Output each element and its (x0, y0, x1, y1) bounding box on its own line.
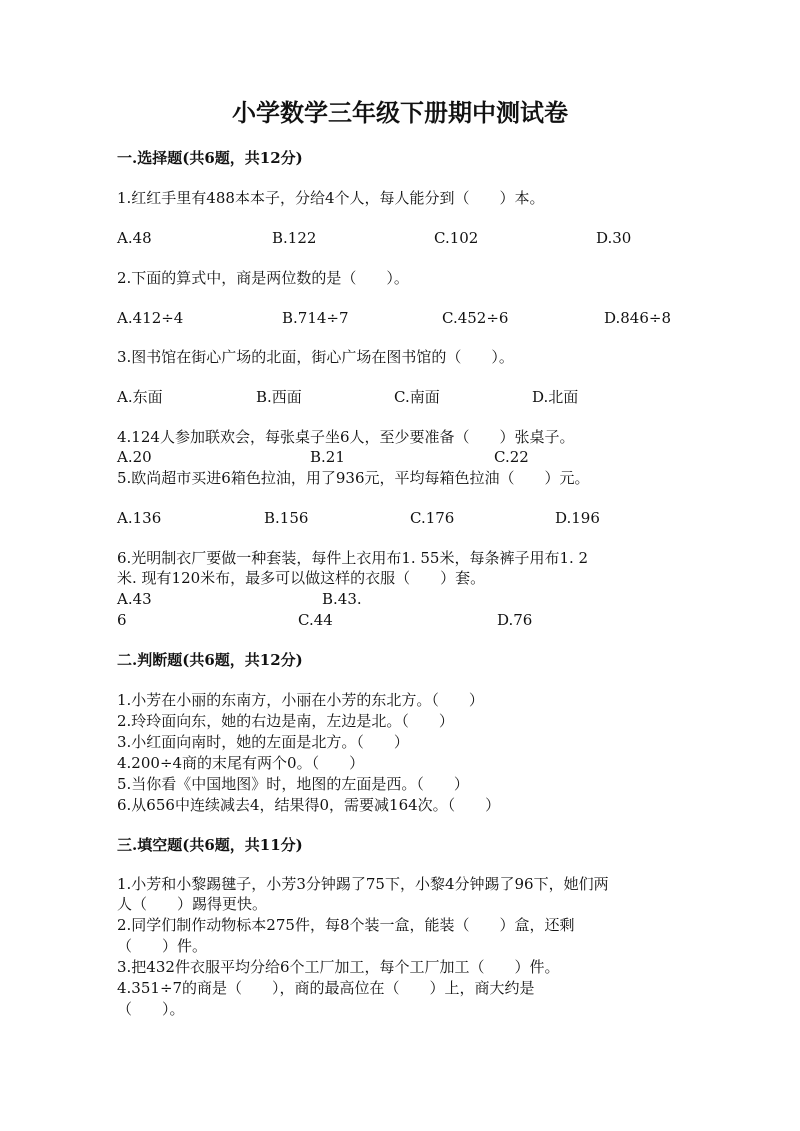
fill-in-line: 4.351÷7的商是（ ），商的最高位在（ ）上，商大约是 (117, 979, 535, 997)
option-b: B.156 (264, 509, 309, 527)
option-c: C.44 (298, 611, 333, 629)
judgement-item: 2.玲玲面向东，她的右边是南，左边是北。（ ） (117, 712, 454, 730)
option-a: A.136 (117, 509, 162, 527)
question-stem: 2.下面的算式中，商是两位数的是（ ）。 (117, 269, 409, 287)
option-d: D.196 (555, 509, 600, 527)
fill-in-line: （ ）件。 (117, 937, 208, 955)
option-d: D.846÷8 (604, 309, 672, 327)
question-stem: 4.124人参加联欢会，每张桌子坐6人，至少要准备（ ）张桌子。 (117, 428, 575, 446)
judgement-item: 3.小红面向南时，她的左面是北方。（ ） (117, 733, 409, 751)
fill-in-line: 1.小芳和小黎踢毽子，小芳3分钟踢了75下，小黎4分钟踢了96下，她们两 (117, 875, 609, 893)
option-a: A.43 (117, 590, 152, 608)
section-heading: 三.填空题(共6题，共11分) (117, 836, 303, 854)
option-b: B.714÷7 (282, 309, 349, 327)
fill-in-line: 人（ ）踢得更快。 (117, 895, 268, 913)
option-c: C.22 (494, 448, 529, 466)
option-a: A.48 (117, 229, 152, 247)
option-c: C.452÷6 (442, 309, 509, 327)
judgement-item: 1.小芳在小丽的东南方，小丽在小芳的东北方。（ ） (117, 691, 484, 709)
option-b: B.122 (272, 229, 317, 247)
option-b: B.西面 (256, 388, 302, 406)
option-a: A.20 (117, 448, 152, 466)
question-stem: 米. 现有120米布，最多可以做这样的衣服（ ）套。 (117, 569, 486, 587)
option-d: D.北面 (532, 388, 579, 406)
option-a: A.东面 (117, 388, 163, 406)
section-heading: 二.判断题(共6题，共12分) (117, 651, 303, 669)
question-stem: 6.光明制衣厂要做一种套装，每件上衣用布1. 55米，每条裤子用布1. 2 (117, 549, 589, 567)
option-c: C.176 (410, 509, 455, 527)
judgement-item: 5.当你看《中国地图》时，地图的左面是西。（ ） (117, 775, 469, 793)
fill-in-line: 3.把432件衣服平均分给6个工厂加工，每个工厂加工（ ）件。 (117, 958, 560, 976)
judgement-item: 6.从656中连续减去4，结果得0，需要减164次。（ ） (117, 796, 501, 814)
question-stem: 3.图书馆在街心广场的北面，街心广场在图书馆的（ ）。 (117, 348, 514, 366)
fill-in-line: （ ）。 (117, 1000, 185, 1018)
option-c: C.南面 (394, 388, 440, 406)
option-a: A.412÷4 (117, 309, 184, 327)
option-b: B.21 (310, 448, 345, 466)
option-b-continued: 6 (117, 611, 127, 629)
question-stem: 5.欧尚超市买进6箱色拉油，用了936元，平均每箱色拉油（ ）元。 (117, 469, 590, 487)
option-c: C.102 (434, 229, 479, 247)
option-b: B.43. (322, 590, 362, 608)
question-stem: 1.红红手里有488本本子，分给4个人，每人能分到（ ）本。 (117, 189, 545, 207)
option-d: D.30 (596, 229, 632, 247)
section-heading: 一.选择题(共6题，共12分) (117, 149, 303, 167)
option-d: D.76 (497, 611, 533, 629)
judgement-item: 4.200÷4商的末尾有两个0。（ ） (117, 754, 365, 772)
fill-in-line: 2.同学们制作动物标本275件，每8个装一盒，能装（ ）盒，还剩 (117, 916, 575, 934)
page-title: 小学数学三年级下册期中测试卷 (232, 98, 568, 127)
